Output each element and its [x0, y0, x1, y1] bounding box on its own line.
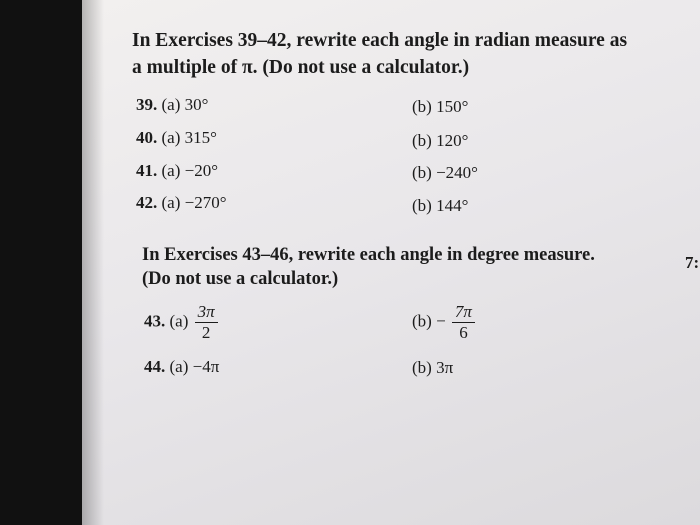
exercise-42: [136, 193, 227, 213]
exercise-number: 39.: [136, 95, 158, 114]
fraction-3pi-over-2: [195, 302, 218, 343]
exercise-39: [136, 95, 208, 115]
instruction-39-42-line1: In Exercises 39–42, rewrite each angle in radian measure as: [132, 30, 628, 51]
margin-fragment: 7:: [685, 253, 700, 272]
exercise-number: 44.: [144, 357, 166, 376]
exercise-40: [136, 128, 217, 148]
exercise-40-part-b: (b) 120°: [412, 131, 469, 150]
exercise-part-a: (a) −270°: [161, 193, 227, 212]
exercise-41-part-b: (b) −240°: [412, 163, 478, 182]
fraction-denominator: 6: [459, 323, 468, 342]
exercise-44-part-b: (b) 3π: [412, 358, 454, 377]
fraction-denominator: 2: [201, 323, 211, 342]
fraction-numerator: 7π: [452, 302, 475, 323]
exercise-part-a: (a) −20°: [161, 161, 219, 180]
instruction-39-42-line2: a multiple of π. (Do not use a calculator.): [132, 57, 470, 78]
exercise-41: [136, 161, 218, 181]
fraction-numerator: 3π: [195, 302, 218, 323]
instruction-43-46-line2: (Do not use a calculator.): [142, 269, 339, 289]
exercise-43-part-b: [412, 302, 477, 343]
instruction-43-46-line1: In Exercises 43–46, rewrite each angle in degree measure.: [142, 245, 595, 265]
exercise-number: 43.: [144, 311, 166, 331]
exercise-part-a: (a) 315°: [161, 128, 217, 147]
exercise-number: 40.: [136, 128, 158, 147]
exercise-42-part-b: (b) 144°: [412, 196, 469, 215]
exercise-number: 42.: [136, 193, 158, 212]
exercise-39-part-b: (b) 150°: [412, 97, 469, 116]
exercise-43: [144, 302, 220, 343]
exercise-part-a: (a) −4π: [169, 357, 220, 376]
exercise-part-b-label: (b): [412, 311, 432, 331]
exercise-part-a-label: (a): [169, 311, 189, 331]
exercise-44: [144, 357, 219, 377]
exercise-part-a: (a) 30°: [161, 95, 209, 114]
fraction-7pi-over-6: [452, 302, 475, 343]
minus-sign: −: [436, 311, 446, 331]
exercise-number: 41.: [136, 161, 158, 180]
textbook-page: [82, 0, 700, 525]
